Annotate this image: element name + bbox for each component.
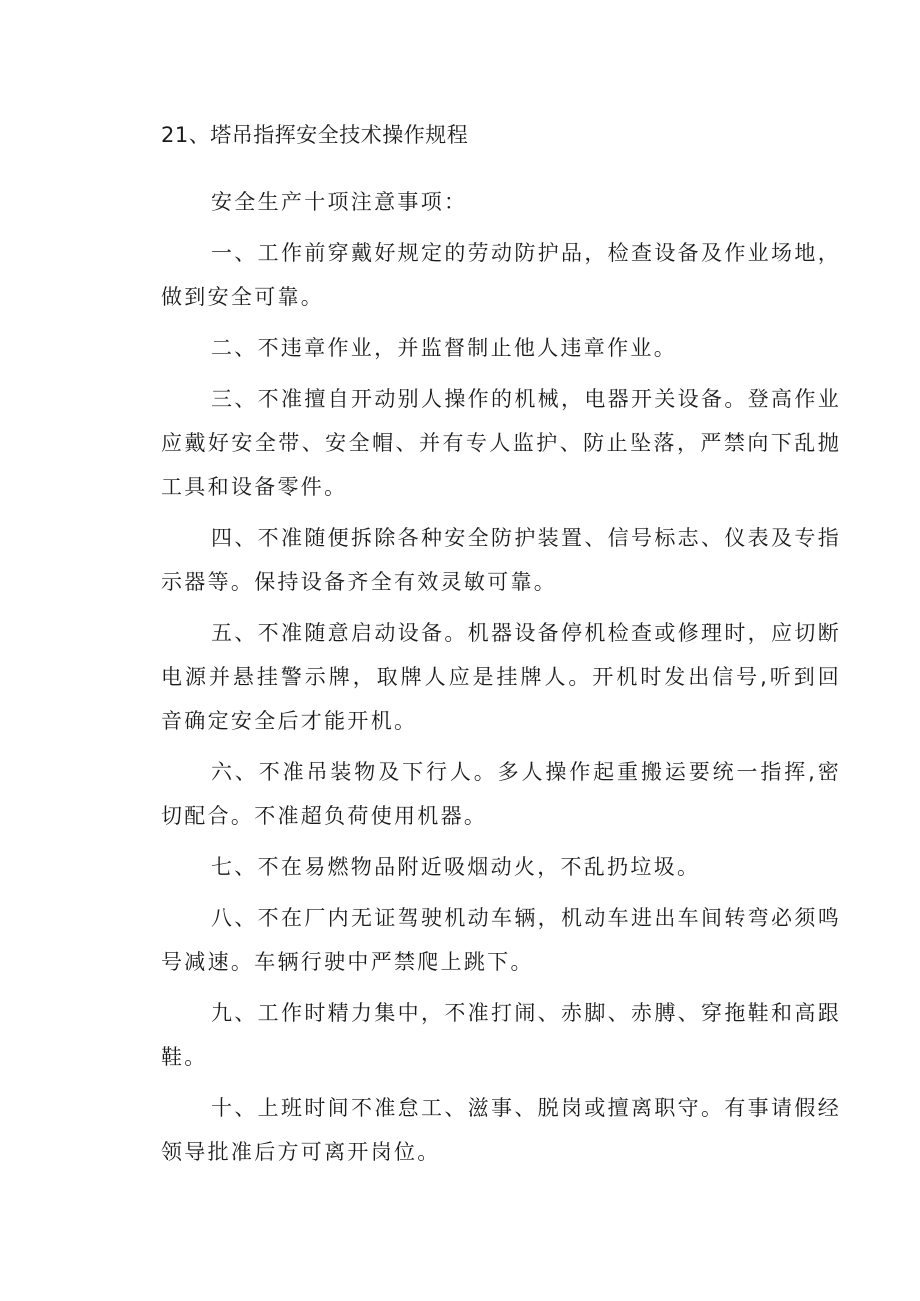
rule-item-4: 四、不准随便拆除各种安全防护装置、信号标志、仪表及专指示器等。保持设备齐全有效灵敏可靠。 [161, 526, 841, 594]
rule-item-9: 九、工作时精力集中，不准打闹、赤脚、赤膊、穿拖鞋和高跟鞋。 [161, 1001, 841, 1069]
rule-item-10: 十、上班时间不准怠工、滋事、脱岗或擅离职守。有事请假经领导批准后方可离开岗位。 [161, 1096, 841, 1164]
rule-item-7: 七、不在易燃物品附近吸烟动火，不乱扔垃圾。 [211, 855, 701, 879]
rule-item-1: 一、工作前穿戴好规定的劳动防护品，检查设备及作业场地，做到安全可靠。 [161, 241, 841, 309]
document-body [161, 180, 841, 1181]
section-heading: 安全生产十项注意事项： [211, 190, 468, 214]
rule-item-2: 二、不违章作业，并监督制止他人违章作业。 [211, 336, 677, 360]
document-title: 21、塔吊指挥安全技术操作规程 [161, 123, 469, 147]
rule-item-6: 六、不准吊装物及下行人。多人操作起重搬运要统一指挥,密切配合。不准超负荷使用机器。 [161, 760, 841, 828]
rule-item-5: 五、不准随意启动设备。机器设备停机检查或修理时，应切断电源并悬挂警示牌，取牌人应是挂牌人。开机时发出信号,听到回音确定安全后才能开机。 [161, 621, 841, 733]
rule-item-8: 八、不在厂内无证驾驶机动车辆，机动车进出车间转弯必须鸣号减速。车辆行驶中严禁爬上跳下。 [161, 906, 841, 974]
rule-item-3: 三、不准擅自开动别人操作的机械，电器开关设备。登高作业应戴好安全带、安全帽、并有专人监护、防止坠落，严禁向下乱抛工具和设备零件。 [161, 387, 841, 499]
